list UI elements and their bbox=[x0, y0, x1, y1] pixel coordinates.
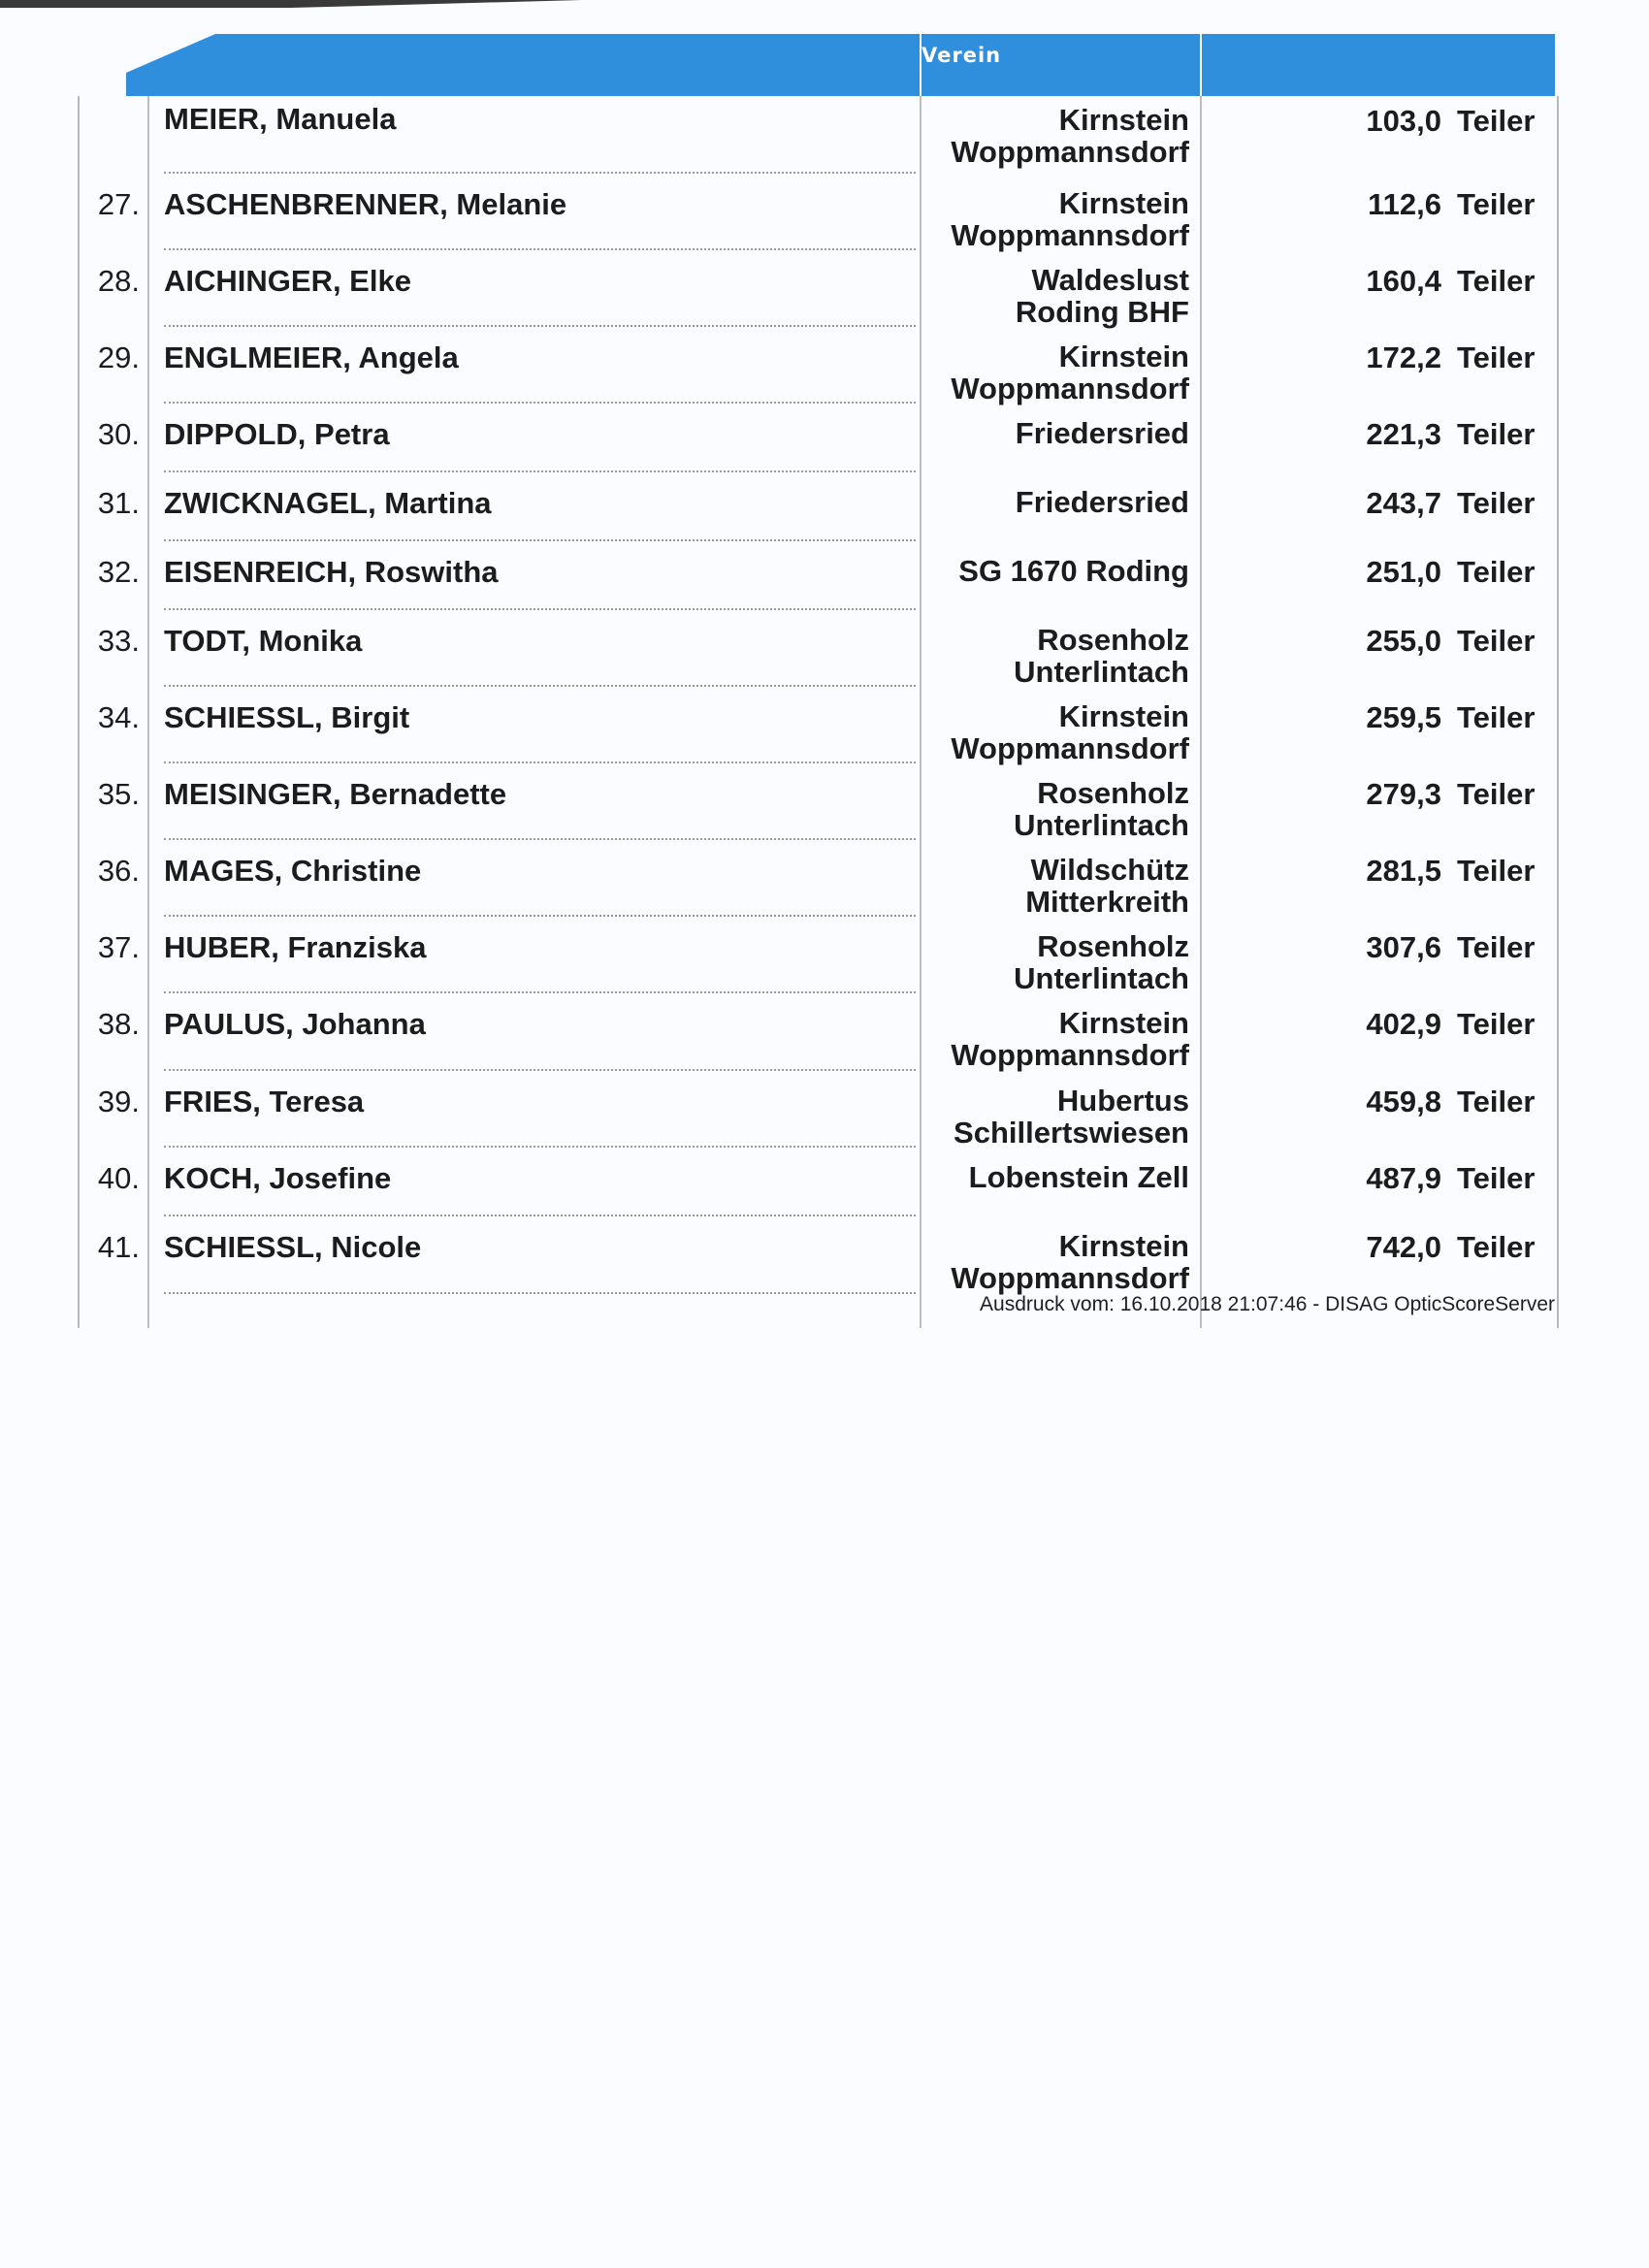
row-club bbox=[920, 854, 1189, 918]
row-score: 221,3 bbox=[1366, 417, 1441, 451]
row-club bbox=[920, 1007, 1189, 1071]
club-line: Kirnstein bbox=[1058, 186, 1189, 220]
club-line: Unterlintach bbox=[1014, 808, 1189, 842]
table-row bbox=[80, 96, 1557, 174]
row-club bbox=[920, 930, 1189, 994]
club-line: Woppmannsdorf bbox=[951, 731, 1189, 765]
row-rank: 32. bbox=[97, 555, 140, 589]
table-row bbox=[80, 993, 1557, 1071]
club-line: Friedersried bbox=[1015, 416, 1189, 450]
row-name: SCHIESSL, Nicole bbox=[164, 1230, 422, 1264]
row-rank: 28. bbox=[97, 264, 140, 298]
row-unit: Teiler bbox=[1457, 486, 1536, 520]
club-line: Wildschütz bbox=[1030, 853, 1189, 887]
club-line: Kirnstein bbox=[1058, 1229, 1189, 1263]
row-score: 255,0 bbox=[1366, 624, 1441, 658]
table-row bbox=[80, 472, 1557, 541]
club-line: Woppmannsdorf bbox=[951, 1038, 1189, 1072]
row-score: 103,0 bbox=[1366, 104, 1441, 138]
table-row bbox=[80, 1148, 1557, 1216]
row-score: 160,4 bbox=[1366, 264, 1441, 298]
row-unit: Teiler bbox=[1457, 1007, 1536, 1041]
row-rank: 39. bbox=[97, 1085, 140, 1118]
club-line: Lobenstein Zell bbox=[968, 1160, 1189, 1194]
row-unit: Teiler bbox=[1457, 340, 1536, 374]
club-line: Unterlintach bbox=[1014, 655, 1189, 689]
table-row bbox=[80, 840, 1557, 917]
club-line: Woppmannsdorf bbox=[951, 218, 1189, 252]
row-name: MAGES, Christine bbox=[164, 854, 422, 888]
table-row bbox=[80, 917, 1557, 993]
club-line: Woppmannsdorf bbox=[951, 135, 1189, 169]
row-score: 259,5 bbox=[1366, 700, 1441, 734]
row-rank: 33. bbox=[97, 624, 140, 658]
row-name: KOCH, Josefine bbox=[164, 1161, 392, 1195]
club-line: Rosenholz bbox=[1037, 623, 1189, 657]
row-club bbox=[920, 555, 1189, 587]
results-table bbox=[78, 96, 1559, 1328]
table-row bbox=[80, 1216, 1557, 1294]
row-score: 172,2 bbox=[1366, 340, 1441, 374]
club-line: Kirnstein bbox=[1058, 1006, 1189, 1040]
row-score: 279,3 bbox=[1366, 777, 1441, 811]
row-name: EISENREICH, Roswitha bbox=[164, 555, 499, 589]
row-rank: 38. bbox=[97, 1007, 140, 1041]
club-line: Kirnstein bbox=[1058, 340, 1189, 373]
row-rank: 29. bbox=[97, 340, 140, 374]
row-unit: Teiler bbox=[1457, 1085, 1536, 1118]
table-header bbox=[78, 34, 1555, 96]
row-club bbox=[920, 187, 1189, 251]
row-unit: Teiler bbox=[1457, 777, 1536, 811]
row-club bbox=[920, 1230, 1189, 1294]
row-rank: 35. bbox=[97, 777, 140, 811]
row-score: 281,5 bbox=[1366, 854, 1441, 888]
club-line: Unterlintach bbox=[1014, 961, 1189, 995]
row-score: 742,0 bbox=[1366, 1230, 1441, 1264]
row-name: HUBER, Franziska bbox=[164, 930, 427, 964]
club-line: Rosenholz bbox=[1037, 776, 1189, 810]
row-score: 402,9 bbox=[1366, 1007, 1441, 1041]
row-name: ZWICKNAGEL, Martina bbox=[164, 486, 492, 520]
row-name: AICHINGER, Elke bbox=[164, 264, 411, 298]
row-name: PAULUS, Johanna bbox=[164, 1007, 426, 1041]
row-unit: Teiler bbox=[1457, 700, 1536, 734]
club-line: Kirnstein bbox=[1058, 699, 1189, 733]
row-rank: 31. bbox=[97, 486, 140, 520]
row-name: ENGLMEIER, Angela bbox=[164, 340, 459, 374]
table-row bbox=[80, 174, 1557, 250]
row-club bbox=[920, 104, 1189, 168]
print-timestamp: Ausdruck vom: 16.10.2018 21:07:46 - DISAG OpticScoreServer bbox=[980, 1293, 1555, 1315]
row-score: 459,8 bbox=[1366, 1085, 1441, 1118]
club-line: Woppmannsdorf bbox=[951, 372, 1189, 405]
row-rank: 36. bbox=[97, 854, 140, 888]
row-score: 307,6 bbox=[1366, 930, 1441, 964]
club-line: Mitterkreith bbox=[1025, 885, 1189, 919]
table-row bbox=[80, 327, 1557, 404]
club-line: Schillertswiesen bbox=[954, 1116, 1189, 1150]
row-name: MEISINGER, Bernadette bbox=[164, 777, 507, 811]
table-row bbox=[80, 541, 1557, 610]
row-rank: 37. bbox=[97, 930, 140, 964]
table-row bbox=[80, 763, 1557, 840]
row-club bbox=[920, 417, 1189, 449]
row-club bbox=[920, 486, 1189, 518]
row-unit: Teiler bbox=[1457, 930, 1536, 964]
row-separator bbox=[164, 1292, 916, 1294]
row-club bbox=[920, 777, 1189, 841]
club-line: Kirnstein bbox=[1058, 103, 1189, 137]
club-line: Waldeslust bbox=[1031, 263, 1189, 297]
row-name: DIPPOLD, Petra bbox=[164, 417, 390, 451]
club-line: Hubertus bbox=[1056, 1084, 1189, 1118]
row-score: 251,0 bbox=[1366, 555, 1441, 589]
row-score: 243,7 bbox=[1366, 486, 1441, 520]
table-row bbox=[80, 687, 1557, 763]
row-club bbox=[920, 700, 1189, 764]
row-rank: 41. bbox=[97, 1230, 140, 1264]
row-rank: 34. bbox=[97, 700, 140, 734]
row-club bbox=[920, 624, 1189, 688]
row-name: MEIER, Manuela bbox=[164, 102, 397, 136]
row-club bbox=[920, 264, 1189, 328]
row-rank: 30. bbox=[97, 417, 140, 451]
row-name: FRIES, Teresa bbox=[164, 1085, 365, 1118]
header-divider bbox=[1200, 34, 1202, 96]
row-unit: Teiler bbox=[1457, 624, 1536, 658]
row-unit: Teiler bbox=[1457, 417, 1536, 451]
row-unit: Teiler bbox=[1457, 264, 1536, 298]
table-row bbox=[80, 404, 1557, 472]
table-row bbox=[80, 250, 1557, 327]
row-rank: 27. bbox=[97, 187, 140, 221]
column-header-verein: Verein bbox=[922, 44, 1002, 67]
club-line: Friedersried bbox=[1015, 485, 1189, 519]
club-line: Woppmannsdorf bbox=[951, 1261, 1189, 1295]
table-row bbox=[80, 1071, 1557, 1148]
row-unit: Teiler bbox=[1457, 555, 1536, 589]
row-unit: Teiler bbox=[1457, 104, 1536, 138]
row-club bbox=[920, 340, 1189, 405]
folded-corner bbox=[0, 0, 582, 8]
row-unit: Teiler bbox=[1457, 854, 1536, 888]
club-line: SG 1670 Roding bbox=[958, 554, 1189, 588]
row-unit: Teiler bbox=[1457, 1161, 1536, 1195]
row-name: SCHIESSL, Birgit bbox=[164, 700, 410, 734]
row-rank: 40. bbox=[97, 1161, 140, 1195]
club-line: Roding BHF bbox=[1015, 295, 1189, 329]
table-row bbox=[80, 610, 1557, 687]
club-line: Rosenholz bbox=[1037, 929, 1189, 963]
row-unit: Teiler bbox=[1457, 1230, 1536, 1264]
row-unit: Teiler bbox=[1457, 187, 1536, 221]
row-club bbox=[920, 1085, 1189, 1149]
row-score: 112,6 bbox=[1368, 187, 1441, 221]
row-name: TODT, Monika bbox=[164, 624, 363, 658]
row-name: ASCHENBRENNER, Melanie bbox=[164, 187, 567, 221]
row-club bbox=[920, 1161, 1189, 1193]
row-score: 487,9 bbox=[1366, 1161, 1441, 1195]
